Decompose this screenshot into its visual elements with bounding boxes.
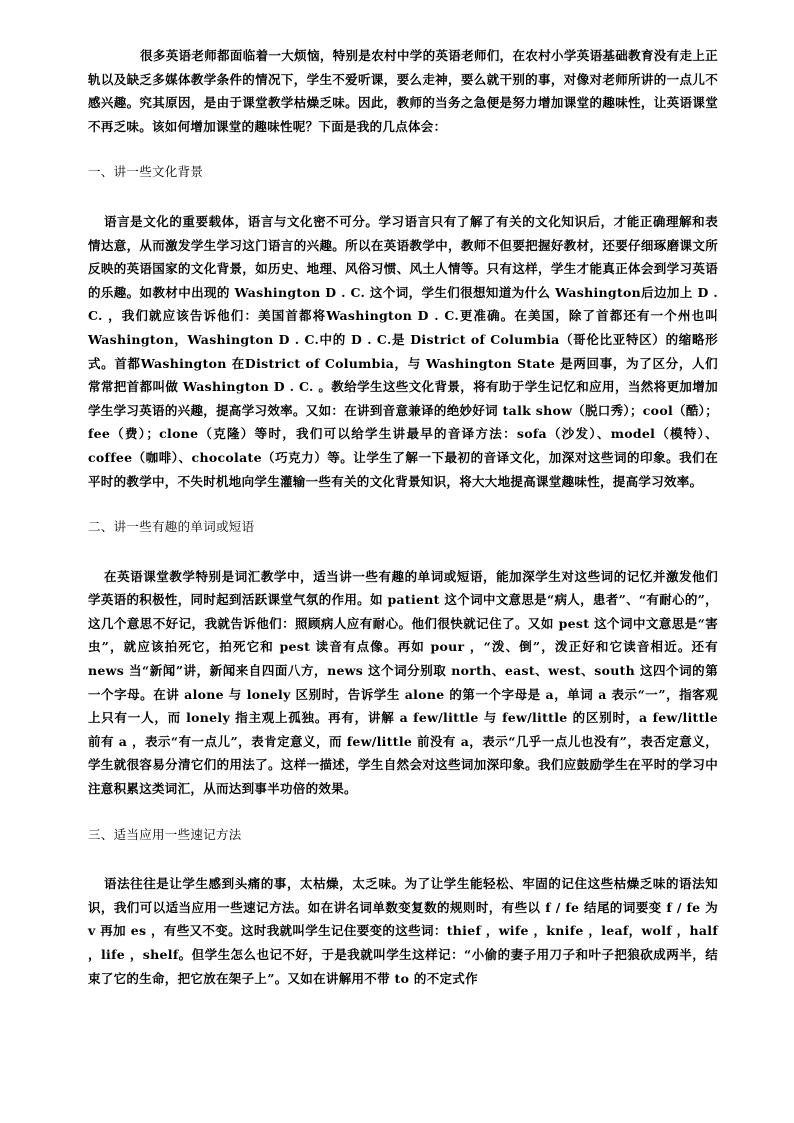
section-1-body: 语言是文化的重要载体，语言与文化密不可分。学习语言只有了解了有关的文化知识后，才能正确理解和表情达意，从而激发学生学习这门语言的兴趣。所以在英语教学中，教师不但要把握好教材，还要仔细琢磨课文所反映的英语国家的文化背景，如历史、地理、风俗习惯、风土人情等。只有这样，学生才能真正体会到学习英语的乐趣。如教材中出现的 Washington D . C. 这个词，学生们很想知道为什么 Washington后边加上 D . C. ，我们就应该告诉他们：美国首都将Washington D . C.更准确。在美国，除了首都还有一个州也叫 Washington，Washington D . C.中的 D . C.是 District of Columbia（哥伦比亚特区）的缩略形式。首都Washington 在District of Columbia，与 Washington State 是两回事，为了区分，人们常常把首都叫做 Washington D . C. 。教给学生这些文化背景，将有助于学生记忆和应用，当然将更加增加学生学习英语的兴趣，提高学习效率。又如：在讲到音意兼译的绝妙好词 talk show（脱口秀）；cool（酷）；fee（费）；clone（克隆）等时，我们可以给学生讲最早的音译方法：sofa（沙发）、model（模特）、coffee（咖啡）、chocolate（巧克力）等。让学生了解一下最初的音译文化，加深对这些词的印象。我们在平时的教学中，不失时机地向学生灌输一些有关的文化背景知识，将大大地提高课堂趣味性，提高学习效率。 [88, 213, 718, 489]
section-3-heading: 三、适当应用一些速记方法 [88, 826, 242, 842]
section-1-heading: 一、讲一些文化背景 [88, 164, 204, 180]
section-2-heading: 二、讲一些有趣的单词或短语 [88, 519, 255, 535]
document-page [88, 44, 718, 990]
section-2-body: 在英语课堂教学特别是词汇教学中，适当讲一些有趣的单词或短语，能加深学生对这些词的记忆并激发他们学英语的积极性，同时起到活跃课堂气氛的作用。如 patient 这个词中文意思是“病人，患者”、“有耐心的”，这几个意思不好记，我就告诉他们：照顾病人应有耐心。他们很快就记住了。又如 pest 这个词中文意思是“害虫”，就应该拍死它，拍死它和 pest 读音有点像。再如 pour ，“泼、倒”，泼正好和它读音相近。还有 news 当“新闻”讲，新闻来自四面八方，news 这个词分别取 north、east、west、south 这四个词的第一个字母。在讲 alone 与 lonely 区别时，告诉学生 alone 的第一个字母是 a，单词 a 表示“一”，指客观上只有一人，而 lonely 指主观上孤独。再有，讲解 a few/little 与 few/little 的区别时，a few/little 前有 a ，表示“有一点儿”，表肯定意义，而 few/little 前没有 a，表示“几乎一点儿也没有”，表否定意义，学生就很容易分清它们的用法了。这样一描述，学生自然会对这些词加深印象。我们应鼓励学生在平时的学习中注意积累这类词汇，从而达到事半功倍的效果。 [88, 568, 718, 797]
section-3-body: 语法往往是让学生感到头痛的事，太枯燥，太乏味。为了让学生能轻松、牢固的记住这些枯燥乏味的语法知识，我们可以适当应用一些速记方法。如在讲名词单数变复数的规则时，有些以 f / fe 结尾的词要变 f / fe 为 v 再加 es ，有些又不变。这时我就叫学生记住要变的这些词：thief ，wife ，knife ，leaf，wolf ，half ，life ，shelf。但学生怎么也记不好，于是我就叫学生这样记：“小偷的妻子用刀子和叶子把狼砍成两半，结束了它的生命，把它放在架子上”。又如在讲解用不带 to 的不定式作 [88, 876, 718, 986]
intro-paragraph: 很多英语老师都面临着一大烦恼，特别是农村中学的英语老师们，在农村小学英语基础教育没有走上正轨以及缺乏多媒体教学条件的情况下，学生不爱听课，要么走神，要么就干别的事，对像对老师所讲的一点儿不感兴趣。究其原因，是由于课堂教学枯燥乏味。因此，教师的当务之急便是努力增加课堂的趣味性，让英语课堂不再乏味。该如何增加课堂的趣味性呢？下面是我的几点体会： [88, 48, 718, 134]
